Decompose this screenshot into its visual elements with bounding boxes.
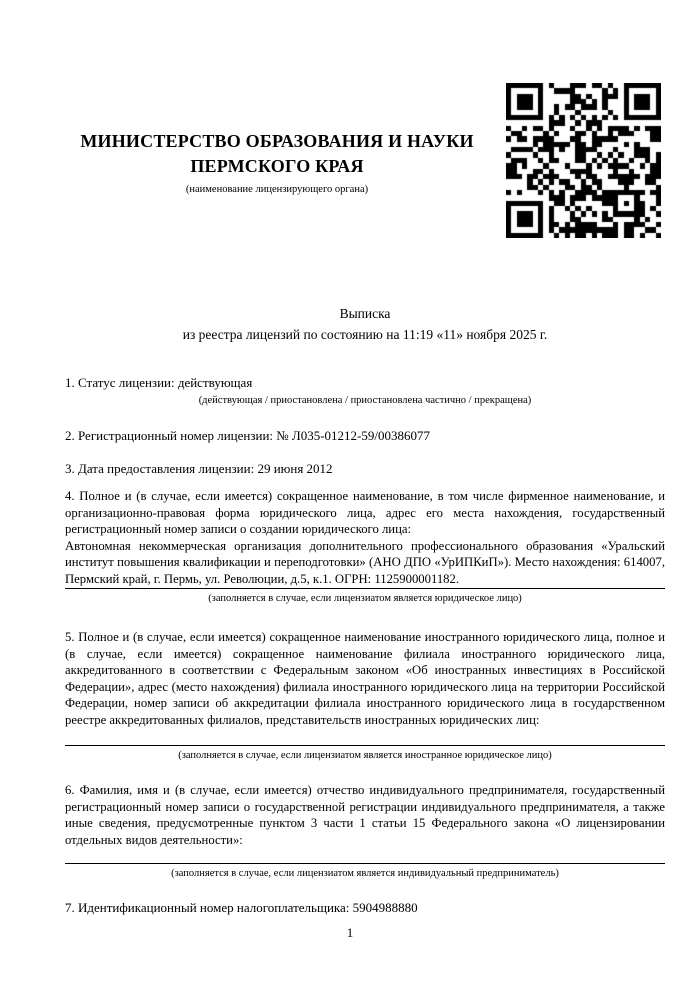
- taxpayer-inn-line: 7. Идентификационный номер налогоплательщика: 5904988880: [65, 900, 418, 915]
- document-title-line1: Выписка: [339, 306, 391, 321]
- foreign-entity-caption: (заполняется в случае, если лицензиатом является иностранное юридическое лицо): [178, 750, 552, 761]
- ministry-name-line1: МИНИСТЕРСТВО ОБРАЗОВАНИЯ И НАУКИ: [80, 131, 474, 151]
- foreign-entity-blank-line: [65, 745, 665, 746]
- qr-code-container: [506, 83, 661, 238]
- legal-entity-caption: (заполняется в случае, если лицензиатом является юридическое лицо): [208, 593, 522, 604]
- entrepreneur-blank-line: [65, 863, 665, 864]
- qr-code-icon: [506, 83, 661, 238]
- licensing-authority-caption: (наименование лицензирующего органа): [185, 184, 369, 195]
- license-status-line: 1. Статус лицензии: действующая: [65, 375, 253, 390]
- legal-entity-underline: [65, 588, 665, 589]
- registration-number-line: 2. Регистрационный номер лицензии: № Л035-01212-59/00386077: [65, 428, 431, 443]
- grant-date-line: 3. Дата предоставления лицензии: 29 июня 2012: [65, 461, 333, 476]
- licensing-authority-header: [62, 129, 492, 196]
- ministry-name-line2: ПЕРМСКОГО КРАЯ: [190, 156, 364, 176]
- page-number: 1: [346, 925, 354, 940]
- document-title: [65, 300, 665, 345]
- foreign-entity-label: 5. Полное и (в случае, если имеется) сокращенное наименование иностранного юридического лица, полное и (в случае, если имеется) сокращенное наименование филиала иностранного юридического лица, аккредитованного в соответствии с Федеральным законом «Об иностранных инвестициях в Российской Федерации», адрес (место нахождения) филиала иностранного юридического лица на территории Российской Федерации, номер записи об аккредитации филиала иностранного юридического лица в государственном реестре аккредитованных филиалов, представительств иностранных юридических лиц:: [65, 630, 665, 727]
- document-title-line2: из реестра лицензий по состоянию на 11:19 «11» ноября 2025 г.: [182, 327, 548, 342]
- legal-entity-label: 4. Полное и (в случае, если имеется) сокращенное наименование, в том числе фирменное наименование, и организационно-правовая форма юридического лица, адрес его места нахождения, государственный регистрационный номер записи о создании юридического лица:: [65, 489, 665, 536]
- legal-entity-value: Автономная некоммерческая организация дополнительного профессионального образования «Уральский институт повышения квалификации и переподготовки» (АНО ДПО «УрИПКиП»). Место нахождения: 614007, Пермский край, г. Пермь, ул. Революции, д.5, к.1. ОГРН: 1125900001182.: [65, 538, 665, 586]
- entrepreneur-caption: (заполняется в случае, если лицензиатом является индивидуальный предприниматель): [171, 868, 559, 879]
- document-body: [65, 300, 665, 916]
- license-status-options-caption: (действующая / приостановлена / приостановлена частично / прекращена): [198, 395, 532, 406]
- entrepreneur-label: 6. Фамилия, имя и (в случае, если имеется) отчество индивидуального предпринимателя, государственный регистрационный номер записи о государственной регистрации индивидуального предпринимателя, а также иные сведения, предусмотренные пунктом 3 части 1 статьи 15 Федерального закона «О лицензировании отдельных видов деятельности»:: [65, 783, 665, 847]
